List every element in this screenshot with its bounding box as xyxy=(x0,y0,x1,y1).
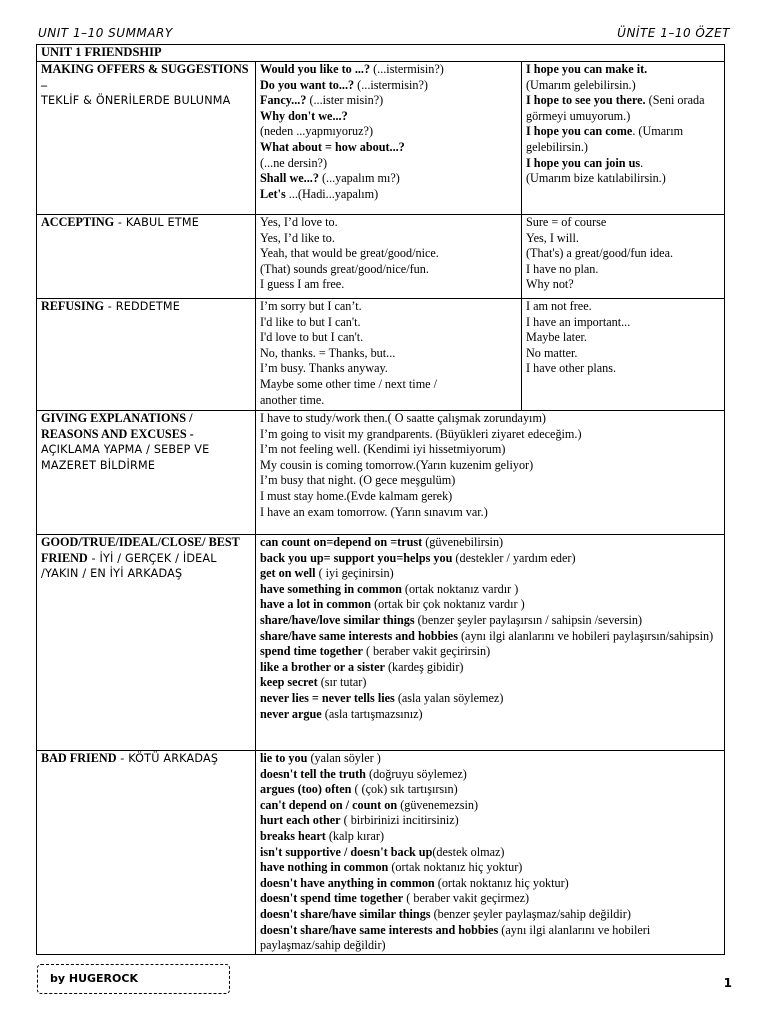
translation: . (Umarım gelebilirsin.) xyxy=(526,124,684,154)
offers-phrases xyxy=(256,62,522,215)
page-header-left: UNIT 1–10 SUMMARY xyxy=(38,26,173,40)
key-phrase: can't depend on / count on xyxy=(260,797,398,812)
translation: (...ister misin?) xyxy=(306,93,384,108)
explanations-phrases xyxy=(256,411,725,535)
phrase-line: Maybe some other time / next time / xyxy=(260,376,438,391)
phrase-line xyxy=(260,691,720,707)
phrase-line xyxy=(260,566,720,582)
phrase-line xyxy=(260,923,720,954)
translation: (Seni orada görmeyi umuyorum.) xyxy=(526,93,705,123)
key-phrase: Why don't we...? xyxy=(260,108,348,123)
offers-label xyxy=(37,62,256,215)
phrase-line xyxy=(260,124,517,140)
phrase-line: Yes, I’d love to. xyxy=(260,215,338,229)
phrase-line xyxy=(260,171,517,187)
phrase-line: No matter. xyxy=(526,345,578,360)
phrase-line xyxy=(526,62,720,78)
phrase-line xyxy=(260,891,720,907)
good-friend-label xyxy=(37,535,256,751)
explanations-row xyxy=(37,411,725,535)
accepting-label xyxy=(37,215,256,299)
accepting-phrases xyxy=(256,215,522,299)
phrase-line: No, thanks. = Thanks, but... xyxy=(260,345,396,360)
page-header-right: ÜNİTE 1–10 ÖZET xyxy=(617,26,730,40)
key-phrase: What about = how about...? xyxy=(260,139,405,154)
phrase-line xyxy=(260,187,517,203)
key-phrase: can count on=depend on =trust xyxy=(260,535,423,549)
page-number: 1 xyxy=(723,976,732,990)
phrase-line xyxy=(260,629,720,645)
summary-table xyxy=(36,44,725,955)
offers-label-en: MAKING OFFERS & SUGGESTIONS – xyxy=(41,62,249,92)
phrase-line: I’m not feeling well. (Kendimi iyi hissetmiyorum) xyxy=(260,442,506,457)
refusing-label xyxy=(37,299,256,411)
good-friend-row xyxy=(37,535,725,751)
phrase-line: I have no plan. xyxy=(526,261,599,276)
translation: ( (çok) sık tartışırsın) xyxy=(351,782,458,797)
phrase-line xyxy=(260,582,720,598)
translation: (ortak noktanız vardır ) xyxy=(401,581,519,596)
translation: (benzer şeyler paylaşırsın / sahipsin /seversin) xyxy=(414,612,643,627)
phrase-line xyxy=(260,140,517,156)
phrase-line xyxy=(260,613,720,629)
unit-title: UNIT 1 FRIENDSHIP xyxy=(37,45,725,62)
phrase-line xyxy=(526,156,720,172)
translation: ( beraber vakit geçirirsin) xyxy=(362,644,491,659)
phrase-line xyxy=(260,813,720,829)
phrase-line xyxy=(260,644,720,660)
key-phrase: doesn't share/have similar things xyxy=(260,906,431,921)
phrase-line xyxy=(260,535,720,551)
offers-label-tr: TEKLİF & ÖNERİLERDE BULUNMA xyxy=(41,94,231,108)
bad-friend-row xyxy=(37,751,725,955)
phrase-line: I have an exam tomorrow. (Yarın sınavım var.) xyxy=(260,504,488,519)
key-phrase: have something in common xyxy=(260,581,402,596)
translation: (...istermisin?) xyxy=(370,62,444,76)
translation: (ortak noktanız hiç yoktur) xyxy=(388,860,523,875)
phrase-line: Sure = of course xyxy=(526,215,607,229)
translation: ( birbirinizi incitirsiniz) xyxy=(340,813,459,828)
key-phrase: share/have/love similar things xyxy=(260,612,415,627)
refusing-more xyxy=(522,299,725,411)
phrase-line xyxy=(260,798,720,814)
key-phrase: keep secret xyxy=(260,675,318,690)
good-friend-label-tr: - İYİ / GERÇEK / İDEAL /YAKIN / EN İYİ ARKADAŞ xyxy=(41,551,217,581)
phrase-line xyxy=(526,171,720,187)
translation: (kalp kırar) xyxy=(325,828,384,843)
translation: (...ne dersin?) xyxy=(260,155,328,170)
explanations-label-en: GIVING EXPLANATIONS / REASONS AND EXCUSES - xyxy=(41,411,194,441)
bad-friend-phrases xyxy=(256,751,725,955)
translation: (benzer şeyler paylaşmaz/sahip değildir) xyxy=(430,906,631,921)
author-credit-box xyxy=(37,964,230,994)
key-phrase: breaks heart xyxy=(260,828,326,843)
key-phrase: hurt each other xyxy=(260,813,341,828)
phrase-line: Yes, I’d like to. xyxy=(260,230,335,245)
phrase-line xyxy=(260,551,720,567)
phrase-line: I'd love to but I can't. xyxy=(260,330,364,345)
refusing-row xyxy=(37,299,725,411)
translation: (ortak bir çok noktanız vardır ) xyxy=(371,597,525,612)
key-phrase: doesn't have anything in common xyxy=(260,875,435,890)
key-phrase: Fancy...? xyxy=(260,93,307,108)
key-phrase: never argue xyxy=(260,706,322,721)
translation: (aynı ilgi alanlarını ve hobileri paylaşmaz/sahip değildir) xyxy=(260,922,651,953)
translation: ...(Hadi...yapalım) xyxy=(285,186,379,201)
key-phrase: spend time together xyxy=(260,644,363,659)
phrase-line: I have an important... xyxy=(526,314,631,329)
key-phrase: I hope you can join us xyxy=(526,155,641,170)
explanations-label-tr: AÇIKLAMA YAPMA / SEBEP VE MAZERET BİLDİRME xyxy=(41,443,210,472)
key-phrase: I hope you can come xyxy=(526,124,633,139)
phrase-line: Yeah, that would be great/good/nice. xyxy=(260,246,439,261)
translation: (...yapalım mı?) xyxy=(318,171,400,186)
accepting-more xyxy=(522,215,725,299)
phrase-line: I’m sorry but I can’t. xyxy=(260,299,362,313)
phrase-line: Maybe later. xyxy=(526,330,587,345)
phrase-line xyxy=(260,767,720,783)
key-phrase: back you up= support you=helps you xyxy=(260,550,453,565)
phrase-line: (That's) a great/good/fun idea. xyxy=(526,246,674,261)
translation: (asla yalan söylemez) xyxy=(394,690,504,705)
key-phrase: argues (too) often xyxy=(260,782,352,797)
key-phrase: doesn't spend time together xyxy=(260,891,404,906)
translation: (güvenemezsin) xyxy=(397,797,479,812)
translation: (asla tartışmazsınız) xyxy=(321,706,423,721)
phrase-line xyxy=(260,78,517,94)
key-phrase: Let's xyxy=(260,186,286,201)
phrase-line: I am not free. xyxy=(526,299,592,313)
translation: (aynı ilgi alanlarını ve hobileri paylaşırsın/sahipsin) xyxy=(457,628,714,643)
refusing-label-tr: - REDDETME xyxy=(103,300,181,313)
good-friend-phrases xyxy=(256,535,725,751)
translation: (sır tutar) xyxy=(317,675,367,690)
phrase-line xyxy=(260,782,720,798)
accepting-row xyxy=(37,215,725,299)
unit-title-row xyxy=(37,45,725,62)
phrase-line xyxy=(260,860,720,876)
bad-friend-label xyxy=(37,751,256,955)
translation: (ortak noktanız hiç yoktur) xyxy=(434,875,569,890)
phrase-line: My cousin is coming tomorrow.(Yarın kuzenim geliyor) xyxy=(260,457,534,472)
phrase-line xyxy=(260,597,720,613)
phrase-line xyxy=(260,62,517,78)
key-phrase: Do you want to...? xyxy=(260,77,355,92)
key-phrase: I hope you can make it. xyxy=(526,62,648,76)
phrase-line xyxy=(260,707,720,723)
phrase-line xyxy=(260,829,720,845)
phrase-line xyxy=(260,109,517,125)
translation: (destek olmaz) xyxy=(432,844,505,859)
phrase-line xyxy=(526,124,720,155)
translation: ( iyi geçinirsin) xyxy=(315,566,394,581)
phrase-line: I must stay home.(Evde kalmam gerek) xyxy=(260,488,453,503)
key-phrase: isn't supportive / doesn't back up xyxy=(260,844,433,859)
phrase-line: I guess I am free. xyxy=(260,277,345,292)
phrase-line: I'd like to but I can't. xyxy=(260,314,361,329)
key-phrase: get on well xyxy=(260,566,316,581)
bad-friend-label-en: BAD FRIEND xyxy=(41,751,117,765)
key-phrase: lie to you xyxy=(260,751,308,765)
offers-row xyxy=(37,62,725,215)
translation: (destekler / yardım eder) xyxy=(452,550,576,565)
phrase-line: I’m busy. Thanks anyway. xyxy=(260,361,388,376)
phrase-line xyxy=(260,845,720,861)
translation: (neden ...yapmıyoruz?) xyxy=(260,124,374,139)
key-phrase: have nothing in common xyxy=(260,860,389,875)
accepting-label-tr: - KABUL ETME xyxy=(114,216,199,229)
translation: (yalan söyler ) xyxy=(307,751,381,765)
phrase-line xyxy=(260,751,720,767)
key-phrase: Would you like to ...? xyxy=(260,62,371,76)
translation: (Umarım gelebilirsin.) xyxy=(526,77,636,92)
phrase-line xyxy=(526,93,720,124)
translation: (doğruyu söylemez) xyxy=(365,766,467,781)
bad-friend-label-tr: - KÖTÜ ARKADAŞ xyxy=(116,752,219,765)
phrase-line xyxy=(260,907,720,923)
author-credit: by HUGEROCK xyxy=(50,972,138,985)
phrase-line xyxy=(260,660,720,676)
phrase-line: Yes, I will. xyxy=(526,230,579,245)
phrase-line: Why not? xyxy=(526,277,574,292)
translation: (...istermisin?) xyxy=(354,77,428,92)
accepting-label-en: ACCEPTING xyxy=(41,215,115,229)
key-phrase: have a lot in common xyxy=(260,597,372,612)
refusing-phrases xyxy=(256,299,522,411)
good-friend-label-en: GOOD/TRUE/IDEAL/CLOSE/ BEST FRIEND xyxy=(41,535,240,565)
translation: (Umarım bize katılabilirsin.) xyxy=(526,171,666,186)
key-phrase: like a brother or a sister xyxy=(260,659,385,674)
translation: (kardeş gibidir) xyxy=(384,659,464,674)
phrase-line: I’m busy that night. (O gece meşgulüm) xyxy=(260,473,456,488)
translation: (güvenebilirsin) xyxy=(422,535,504,549)
translation: . xyxy=(640,155,644,170)
phrase-line: another time. xyxy=(260,392,325,407)
key-phrase: I hope to see you there. xyxy=(526,93,646,108)
phrase-line xyxy=(260,93,517,109)
key-phrase: Shall we...? xyxy=(260,171,319,186)
explanations-label xyxy=(37,411,256,535)
phrase-line xyxy=(260,876,720,892)
phrase-line xyxy=(526,78,720,94)
translation: ( beraber vakit geçirmez) xyxy=(403,891,530,906)
phrase-line xyxy=(260,675,720,691)
key-phrase: share/have same interests and hobbies xyxy=(260,628,458,643)
key-phrase: never lies = never tells lies xyxy=(260,690,395,705)
phrase-line: I have to study/work then.( O saatte çalışmak zorundayım) xyxy=(260,411,546,425)
phrase-line: (That) sounds great/good/nice/fun. xyxy=(260,261,429,276)
phrase-line: I have other plans. xyxy=(526,361,617,376)
key-phrase: doesn't tell the truth xyxy=(260,766,366,781)
phrase-line: I’m going to visit my grandparents. (Büyükleri ziyaret edeceğim.) xyxy=(260,426,582,441)
refusing-label-en: REFUSING xyxy=(41,299,104,313)
offers-responses xyxy=(522,62,725,215)
key-phrase: doesn't share/have same interests and hobbies xyxy=(260,922,499,937)
phrase-line xyxy=(260,156,517,172)
